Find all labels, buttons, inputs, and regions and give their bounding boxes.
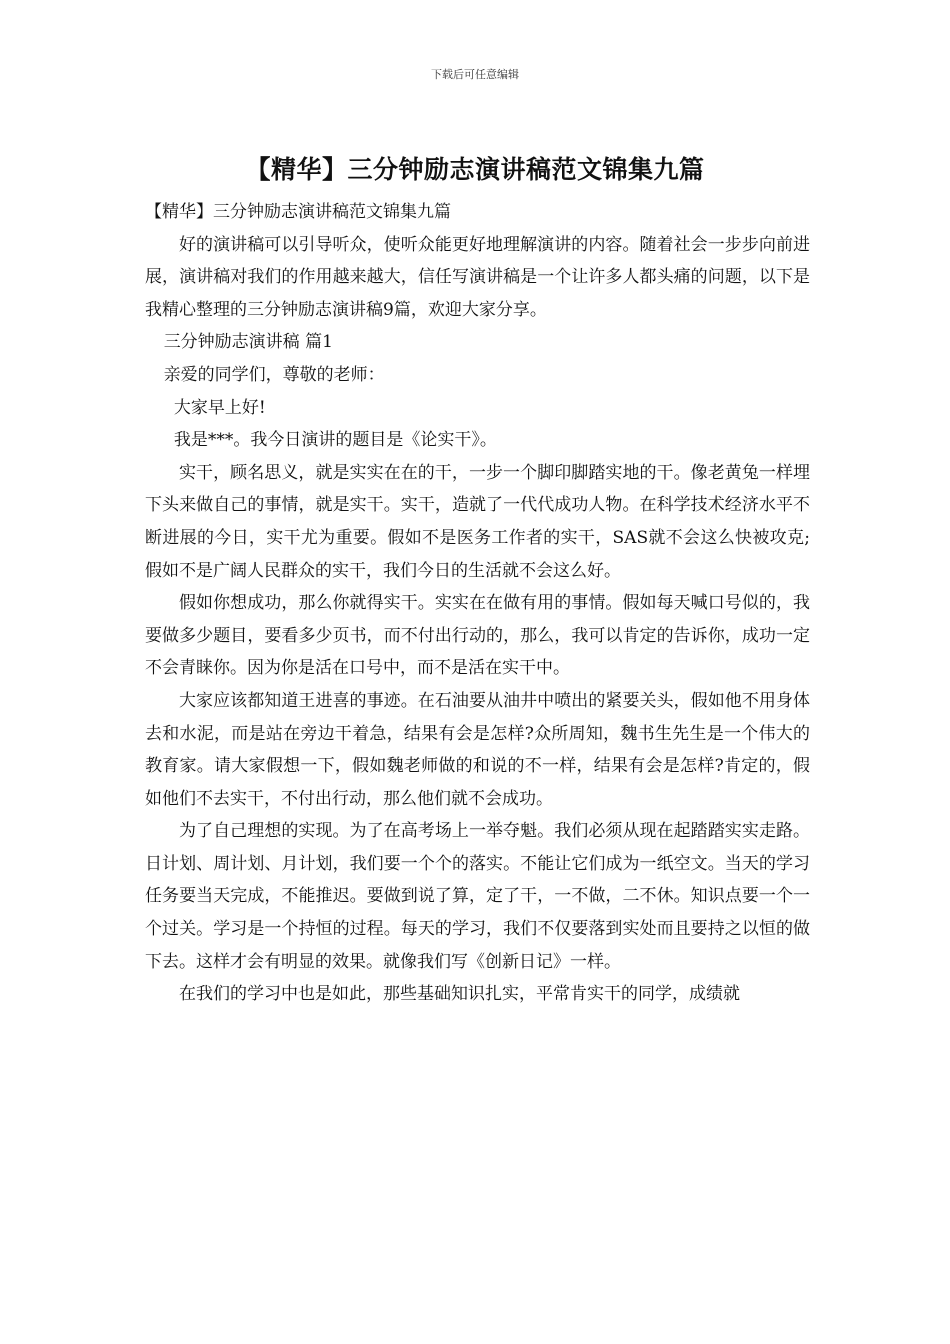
document-body [145,196,810,1011]
subtitle-line: 【精华】三分钟励志演讲稿范文锦集九篇 [145,202,451,222]
section-heading: 三分钟励志演讲稿 篇1 [163,332,333,353]
header-note: 下载后可任意编辑 [431,68,519,81]
greeting-line: 亲爱的同学们，尊敬的老师： [163,364,385,385]
paragraph-2: 假如你想成功，那么你就得实干。实实在在做有用的事情。假如每天喊口号似的，我要做多少题目，要看多少页书，而不付出行动的，那么，我可以肯定的告诉你，成功一定不会青睐你。因为你是活在口号中，而不是活在实干中。 [145,593,810,679]
document-title: 【精华】三分钟励志演讲稿范文锦集九篇 [245,155,705,184]
good-morning-line: 大家早上好! [173,397,266,418]
paragraph-1: 实干，顾名思义，就是实实在在的干，一步一个脚印脚踏实地的干。像老黄兔一样埋下头来做自己的事情，就是实干。实干，造就了一代代成功人物。在科学技术经济水平不断进展的今日，实干尤为重要。假如不是医务工作者的实干，SAS就不会这么快被攻克;假如不是广阔人民群众的实干，我们今日的生活就不会这么好。 [145,462,810,581]
self-intro-line: 我是***。我今日演讲的题目是《论实干》。 [173,430,497,451]
paragraph-4: 为了自己理想的实现。为了在高考场上一举夺魁。我们必须从现在起踏踏实实走路。日计划、周计划、月计划，我们要一个个的落实。不能让它们成为一纸空文。当天的学习任务要当天完成，不能推迟。要做到说了算，定了干，一不做，二不休。知识点要一个一个过关。学习是一个持恒的过程。每天的学习，我们不仅要落到实处而且要持之以恒的做下去。这样才会有明显的效果。就像我们写《创新日记》一样。 [145,821,810,972]
intro-paragraph: 好的演讲稿可以引导听众，使听众能更好地理解演讲的内容。随着社会一步步向前进展，演讲稿对我们的作用越来越大，信任写演讲稿是一个让许多人都头痛的问题，以下是我精心整理的三分钟励志演讲稿9篇，欢迎大家分享。 [145,234,810,320]
paragraph-5: 在我们的学习中也是如此，那些基础知识扎实，平常肯实干的同学，成绩就 [179,984,740,1005]
paragraph-3: 大家应该都知道王进喜的事迹。在石油要从油井中喷出的紧要关头，假如他不用身体去和水泥，而是站在旁边干着急，结果有会是怎样?众所周知，魏书生先生是一个伟大的教育家。请大家假想一下，假如魏老师做的和说的不一样，结果有会是怎样?肯定的，假如他们不去实干，不付出行动，那么他们就不会成功。 [145,690,810,809]
